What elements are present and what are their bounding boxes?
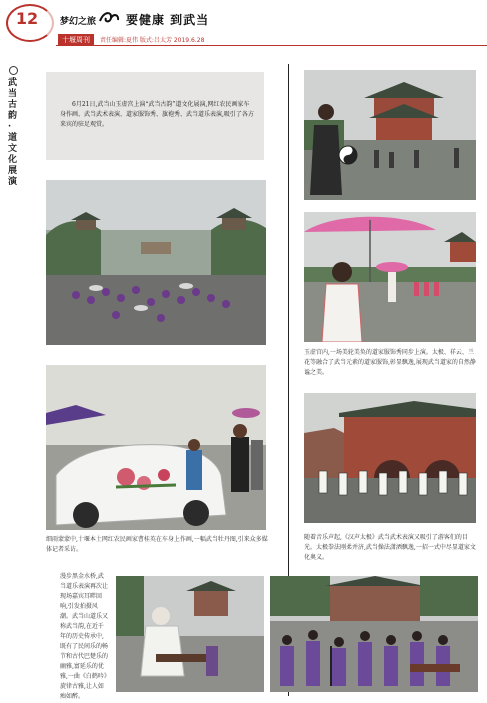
kungfu-caption: 随着音乐声起,《汉声太极》武当武术表演又吸引了游客们的目光。太极拳法刚柔并济,武当操法潇洒飘逸,一招一式中尽显道家文化奥义。 — [304, 534, 476, 561]
taiji-woman-photo — [304, 70, 476, 200]
qipao-caption: 玉虚宫内,一场美轮美奂的道家服饰秀同步上演。太极、祥云、兰花等融合了武当元素的道家服饰,彰显飘逸,展现武当道家的自然静谧之美。 — [304, 349, 476, 376]
section-tag: 十堰周刊 — [58, 34, 94, 46]
cloud-swirl-icon — [98, 9, 120, 27]
orchestra-photo — [270, 576, 478, 692]
silk-caption: 漫步黑金水桥,武当道乐表演再次让现场嘉宾耳畔回响,引发拍摄风潮。武当山道乐又称武当韵,在近千年的历史传承中,既有了民间乐的畅节和古代巴楚乐的幽雅,富延乐的优雅,一曲《白鹤吟》旋律古雅,让人如痴如醉。 — [60, 573, 109, 700]
car-painting-photo — [46, 365, 266, 530]
section-label: 武当古韵·道文化展演 — [8, 78, 18, 187]
circle-bullet-icon — [9, 66, 18, 75]
kungfu-photo — [304, 393, 476, 523]
page-headline: 要健康 到武当 — [126, 13, 210, 27]
umbrella-photo — [304, 212, 476, 342]
page-number: 12 — [15, 9, 39, 28]
column-title: 梦幻之旅 — [60, 17, 97, 27]
guqin-photo — [116, 576, 264, 692]
editor-line: 责任编辑:夏伟 版式:吕太芳 2019.6.28 — [100, 37, 205, 44]
temple-crowd-photo — [46, 180, 266, 345]
summary-box: 6月21日,武当山玉虚宫上演“武当古韵”道文化展演,网红农民画家车身作画、武当武术表演、道家服饰秀、旗袍秀、武当道乐表演,吸引了各方来宾的驻足观赏。 — [46, 72, 264, 160]
header-rule — [56, 45, 487, 46]
car-caption: 细雨蒙蒙中,十堰本土网红农民画家曹桂英在车身上作画,一幅武当牡丹图,引来众多媒体记者采访。 — [46, 536, 268, 553]
